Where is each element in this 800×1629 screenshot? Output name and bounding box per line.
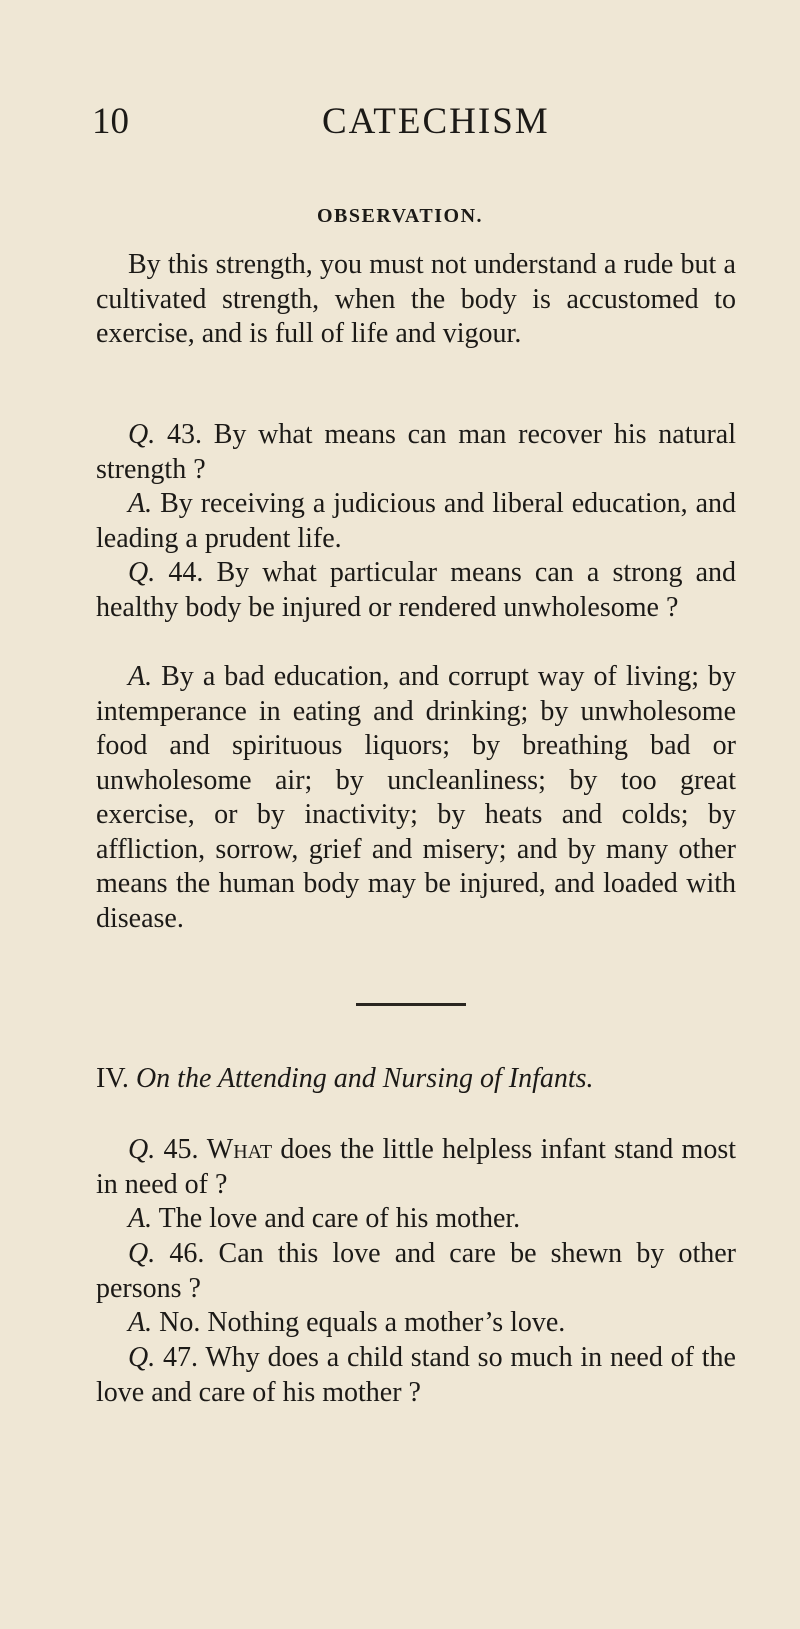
- section-numeral: IV.: [96, 1063, 129, 1094]
- answer-label: A.: [128, 488, 153, 519]
- answer-text: By a bad education, and corrupt way of living; by intemperance in eating and drinking; by unwholesome food and spirituous liquors; by breathing bad or unwholesome air; by uncleanliness; by too great exercise, or by inactivity; by heats and colds; by affliction, sorrow, grief and misery; and by many other means the human body may be injured, and loaded with disease.: [96, 661, 736, 934]
- observation-label: OBSERVATION.: [316, 205, 484, 227]
- answer-text: By receiving a judicious and liberal education, and leading a prudent life.: [96, 488, 736, 554]
- running-title: CATECHISM: [322, 101, 550, 142]
- question-text: 44. By what particular means can a strong and healthy body be injured or rendered unwholesome ?: [96, 557, 737, 623]
- question-44: [96, 556, 736, 625]
- question-label: Q.: [128, 1134, 156, 1165]
- question-text: 46. Can this love and care be shewn by other persons ?: [96, 1238, 737, 1304]
- question-label: Q.: [128, 419, 156, 450]
- answer-label: A.: [128, 1203, 153, 1234]
- page-header: [0, 100, 800, 150]
- answer-text: The love and care of his mother.: [158, 1203, 521, 1234]
- answer-45: [96, 1202, 736, 1237]
- answer-44: [96, 660, 736, 936]
- question-number: 45.: [163, 1134, 199, 1165]
- section-heading: [96, 1062, 736, 1096]
- answer-46: [96, 1306, 736, 1341]
- question-text: 47. Why does a child stand so much in need of the love and care of his mother ?: [96, 1342, 736, 1408]
- observation-paragraph: By this strength, you must not understand a rude but a cultivated strength, when the body is accustomed to exercise, and is full of life and vigour.: [96, 249, 736, 349]
- question-label: Q.: [128, 557, 156, 588]
- question-45: [96, 1133, 736, 1202]
- question-text: does the little helpless infant stand most in need of ?: [96, 1134, 737, 1200]
- question-label: Q.: [128, 1342, 156, 1373]
- question-46: [96, 1237, 736, 1306]
- question-label: Q.: [128, 1238, 156, 1269]
- answer-label: A.: [128, 661, 153, 692]
- question-lead-word: What: [206, 1134, 273, 1165]
- question-43: [96, 418, 736, 487]
- page-number: 10: [92, 101, 129, 142]
- section-title: On the Attending and Nursing of Infants.: [135, 1063, 594, 1094]
- answer-text: No. Nothing equals a mother’s love.: [159, 1307, 566, 1338]
- answer-label: A.: [128, 1307, 153, 1338]
- answer-43: [96, 487, 736, 556]
- section-divider: [356, 1003, 466, 1006]
- question-47: [96, 1341, 736, 1410]
- question-text: 43. By what means can man recover his natural strength ?: [96, 419, 736, 485]
